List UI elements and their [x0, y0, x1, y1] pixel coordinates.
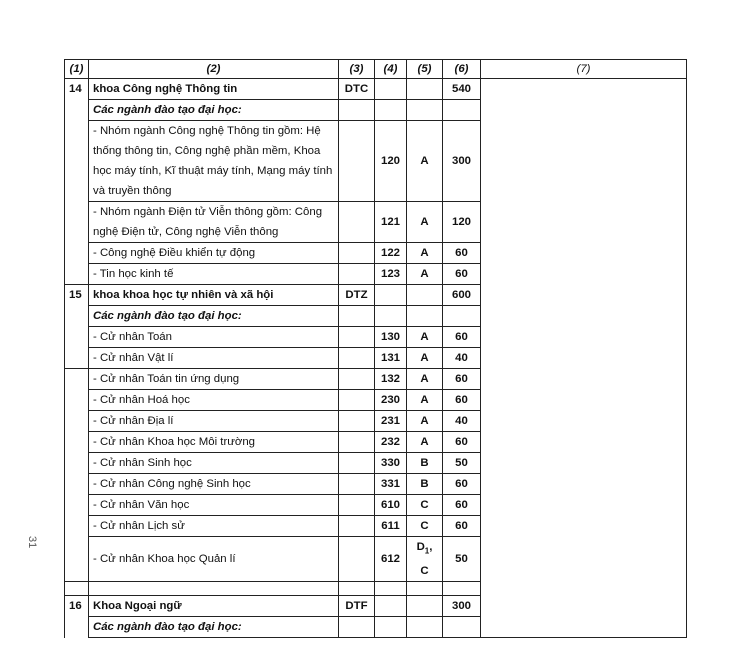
faculty-name: Khoa Ngoại ngữ	[89, 596, 339, 617]
empty-cell	[339, 121, 375, 202]
faculty-name: khoa khoa học tự nhiên và xã hội	[89, 285, 339, 306]
empty-cell	[65, 411, 89, 432]
program-code: 331	[375, 474, 407, 495]
program-code: 122	[375, 243, 407, 264]
empty-cell	[65, 474, 89, 495]
empty-cell	[375, 306, 407, 327]
empty-cell	[407, 596, 443, 617]
program-quota: 60	[443, 243, 481, 264]
empty-cell	[443, 582, 481, 596]
program-name: - Cử nhân Khoa học Quản lí	[89, 537, 339, 582]
faculty-index: 16	[65, 596, 89, 617]
empty-cell	[339, 100, 375, 121]
empty-cell	[375, 617, 407, 638]
program-quota: 50	[443, 453, 481, 474]
empty-cell	[65, 306, 89, 327]
empty-cell	[443, 100, 481, 121]
program-name: - Cử nhân Hoá học	[89, 390, 339, 411]
header-col-5: (5)	[407, 60, 443, 79]
program-quota: 60	[443, 327, 481, 348]
program-block: A	[407, 390, 443, 411]
empty-cell	[339, 306, 375, 327]
program-code: 130	[375, 327, 407, 348]
empty-cell	[407, 285, 443, 306]
program-name: - Cử nhân Sinh học	[89, 453, 339, 474]
program-block: A	[407, 264, 443, 285]
program-block: A	[407, 369, 443, 390]
empty-cell	[65, 390, 89, 411]
empty-cell	[407, 617, 443, 638]
program-quota: 60	[443, 369, 481, 390]
empty-cell	[65, 327, 89, 348]
empty-cell	[375, 79, 407, 100]
empty-cell	[339, 432, 375, 453]
program-block: A	[407, 121, 443, 202]
faculty-index: 14	[65, 79, 89, 100]
empty-cell	[339, 264, 375, 285]
empty-cell	[375, 100, 407, 121]
block-tail: , C	[420, 541, 433, 578]
program-code: 131	[375, 348, 407, 369]
faculty-quota: 600	[443, 285, 481, 306]
empty-cell	[339, 474, 375, 495]
program-quota: 120	[443, 202, 481, 243]
empty-cell	[65, 264, 89, 285]
program-name: - Tin học kinh tế	[89, 264, 339, 285]
header-row	[65, 60, 687, 79]
section-heading: Các ngành đào tạo đại học:	[89, 100, 339, 121]
program-quota: 40	[443, 411, 481, 432]
admissions-table	[64, 59, 687, 638]
block-main: D	[416, 541, 425, 553]
faculty-row	[65, 79, 687, 100]
empty-cell	[375, 596, 407, 617]
program-code: 123	[375, 264, 407, 285]
empty-cell	[339, 617, 375, 638]
empty-cell	[65, 243, 89, 264]
program-name: - Cử nhân Toán tin ứng dụng	[89, 369, 339, 390]
header-col-7: (7)	[481, 60, 687, 79]
program-block: A	[407, 432, 443, 453]
faculty-quota: 300	[443, 596, 481, 617]
empty-cell	[65, 516, 89, 537]
notes-cell	[481, 79, 687, 638]
header-col-2: (2)	[89, 60, 339, 79]
empty-cell	[65, 582, 89, 596]
program-block	[407, 537, 443, 582]
program-block: C	[407, 495, 443, 516]
section-heading: Các ngành đào tạo đại học:	[89, 617, 339, 638]
program-code: 330	[375, 453, 407, 474]
block-subscript: 1	[424, 546, 430, 556]
program-name: - Cử nhân Lịch sử	[89, 516, 339, 537]
faculty-code: DTC	[339, 79, 375, 100]
header-col-1: (1)	[65, 60, 89, 79]
empty-cell	[65, 202, 89, 243]
program-block: B	[407, 474, 443, 495]
program-quota: 60	[443, 432, 481, 453]
empty-cell	[65, 495, 89, 516]
empty-cell	[339, 495, 375, 516]
program-block: A	[407, 327, 443, 348]
program-name: - Nhóm ngành Điện tử Viễn thông gồm: Công nghệ Điện tử, Công nghệ Viễn thông	[89, 202, 339, 243]
program-quota: 60	[443, 516, 481, 537]
empty-cell	[407, 100, 443, 121]
program-block: A	[407, 348, 443, 369]
empty-cell	[339, 202, 375, 243]
program-code: 231	[375, 411, 407, 432]
empty-cell	[339, 390, 375, 411]
program-block: A	[407, 243, 443, 264]
empty-cell	[65, 369, 89, 390]
empty-cell	[407, 79, 443, 100]
program-name: - Cử nhân Vật lí	[89, 348, 339, 369]
header-col-4: (4)	[375, 60, 407, 79]
empty-cell	[339, 327, 375, 348]
section-heading: Các ngành đào tạo đại học:	[89, 306, 339, 327]
program-code: 132	[375, 369, 407, 390]
empty-cell	[65, 537, 89, 582]
program-quota: 50	[443, 537, 481, 582]
empty-cell	[339, 243, 375, 264]
program-code: 230	[375, 390, 407, 411]
program-name: - Cử nhân Công nghệ Sinh học	[89, 474, 339, 495]
empty-cell	[339, 369, 375, 390]
program-block: B	[407, 453, 443, 474]
program-name: - Cử nhân Văn học	[89, 495, 339, 516]
program-name: - Nhóm ngành Công nghệ Thông tin gồm: Hệ thống thông tin, Công nghệ phần mềm, Khoa học máy tính, Kĩ thuật máy tính, Mạng máy tính và truyền thông	[89, 121, 339, 202]
header-col-3: (3)	[339, 60, 375, 79]
empty-cell	[339, 582, 375, 596]
faculty-code: DTF	[339, 596, 375, 617]
empty-cell	[65, 617, 89, 638]
program-block: A	[407, 202, 443, 243]
faculty-quota: 540	[443, 79, 481, 100]
empty-cell	[339, 537, 375, 582]
program-code: 612	[375, 537, 407, 582]
program-code: 232	[375, 432, 407, 453]
faculty-name: khoa Công nghệ Thông tin	[89, 79, 339, 100]
admissions-table-container	[64, 59, 686, 634]
empty-cell	[65, 453, 89, 474]
program-code: 610	[375, 495, 407, 516]
empty-cell	[339, 516, 375, 537]
program-name: - Cử nhân Khoa học Môi trường	[89, 432, 339, 453]
program-quota: 300	[443, 121, 481, 202]
empty-cell	[65, 100, 89, 121]
empty-cell	[407, 582, 443, 596]
program-quota: 60	[443, 390, 481, 411]
program-name: - Công nghệ Điều khiển tự động	[89, 243, 339, 264]
empty-cell	[65, 121, 89, 202]
empty-cell	[407, 306, 443, 327]
page-number: 31	[26, 536, 38, 549]
program-block: A	[407, 411, 443, 432]
empty-cell	[375, 285, 407, 306]
empty-cell	[339, 348, 375, 369]
program-name: - Cử nhân Toán	[89, 327, 339, 348]
program-block: C	[407, 516, 443, 537]
empty-cell	[443, 617, 481, 638]
empty-cell	[339, 453, 375, 474]
program-code: 611	[375, 516, 407, 537]
faculty-code: DTZ	[339, 285, 375, 306]
program-quota: 60	[443, 474, 481, 495]
program-code: 120	[375, 121, 407, 202]
empty-cell	[65, 432, 89, 453]
program-quota: 40	[443, 348, 481, 369]
program-quota: 60	[443, 495, 481, 516]
program-name: - Cử nhân Địa lí	[89, 411, 339, 432]
empty-cell	[89, 582, 339, 596]
empty-cell	[375, 582, 407, 596]
empty-cell	[339, 411, 375, 432]
faculty-index: 15	[65, 285, 89, 306]
empty-cell	[65, 348, 89, 369]
program-code: 121	[375, 202, 407, 243]
empty-cell	[443, 306, 481, 327]
header-col-6: (6)	[443, 60, 481, 79]
program-quota: 60	[443, 264, 481, 285]
